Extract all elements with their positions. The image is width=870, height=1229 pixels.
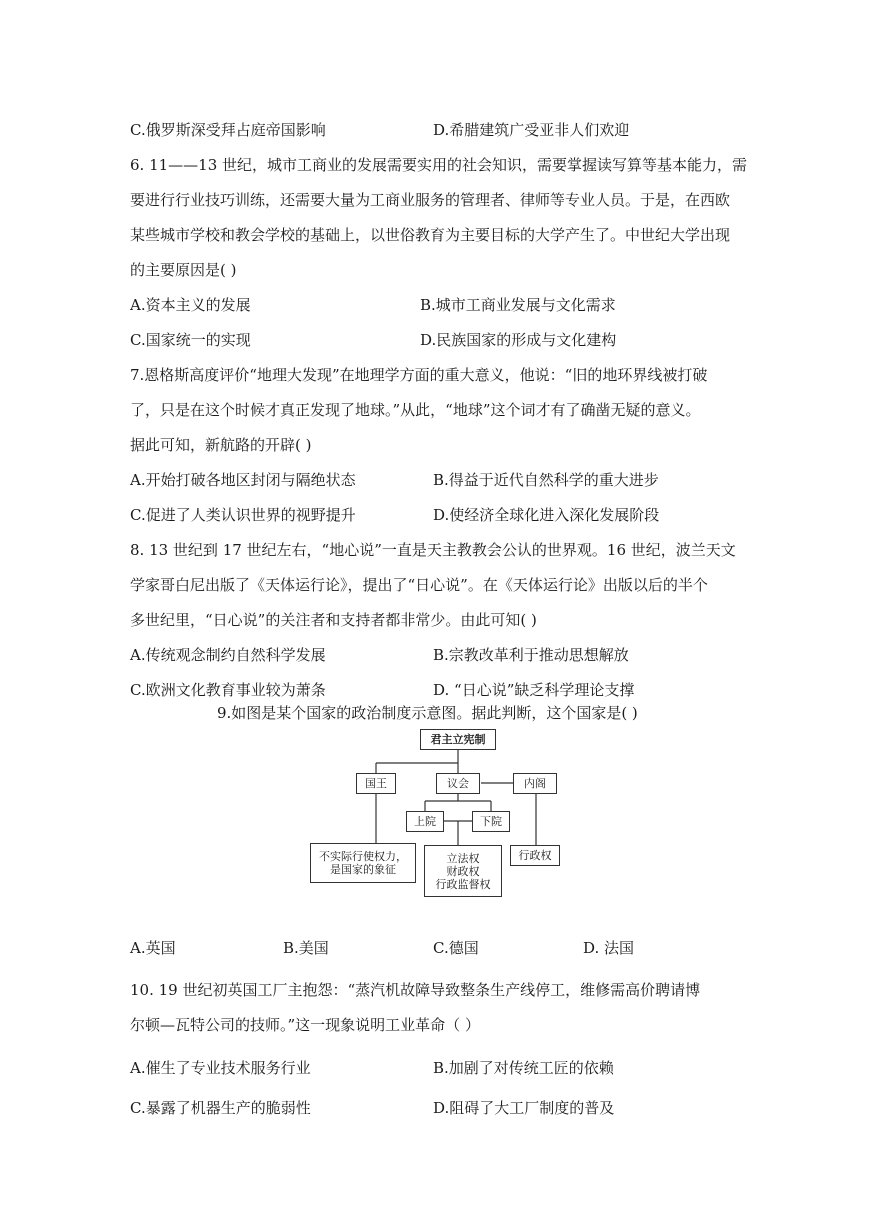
diagram-parliament-powers-box bbox=[424, 845, 502, 897]
q10-option-a: A.催生了专业技术服务行业 bbox=[130, 1059, 311, 1077]
q5-option-c: C.俄罗斯深受拜占庭帝国影响 bbox=[130, 121, 326, 139]
q10-stem-line: 尔顿—瓦特公司的技师。”这一现象说明工业革命（ ） bbox=[130, 1016, 480, 1034]
q8-stem-line: 8. 13 世纪到 17 世纪左右，“地心说”一直是天主教教会公认的世界观。16 世纪，波兰天文 bbox=[130, 541, 736, 559]
q9-stem: 9.如图是某个国家的政治制度示意图。据此判断，这个国家是( ) bbox=[217, 704, 638, 722]
q6-option-b: B.城市工商业发展与文化需求 bbox=[420, 296, 616, 314]
q8-option-c: C.欧洲文化教育事业较为萧条 bbox=[130, 681, 326, 699]
q8-option-d: D. “日心说”缺乏科学理论支撑 bbox=[433, 681, 635, 699]
diagram-king-role-line: 不实际行使权力， bbox=[319, 850, 407, 863]
q7-option-b: B.得益于近代自然科学的重大进步 bbox=[433, 471, 659, 489]
q6-option-c: C.国家统一的实现 bbox=[130, 331, 251, 349]
q7-option-d: D.使经济全球化进入深化发展阶段 bbox=[433, 506, 660, 524]
q6-stem-line: 要进行行业技巧训练，还需要大量为工商业服务的管理者、律师等专业人员。于是，在西欧 bbox=[130, 191, 731, 209]
q10-option-c: C.暴露了机器生产的脆弱性 bbox=[130, 1099, 311, 1117]
diagram-power-line: 行政监督权 bbox=[435, 877, 491, 891]
q9-option-d: D. 法国 bbox=[583, 939, 635, 957]
q9-option-c: C.德国 bbox=[433, 939, 479, 957]
diagram-king-box: 国王 bbox=[356, 773, 396, 794]
diagram-king-role-line: 是国家的象征 bbox=[330, 863, 396, 876]
q10-option-b: B.加剧了对传统工匠的依赖 bbox=[433, 1059, 614, 1077]
q7-stem-line: 7.恩格斯高度评价“地理大发现”在地理学方面的重大意义，他说：“旧的地环界线被打破 bbox=[130, 366, 708, 384]
q5-option-d: D.希腊建筑广受亚非人们欢迎 bbox=[433, 121, 630, 139]
q6-stem-line: 6. 11——13 世纪，城市工商业的发展需要实用的社会知识，需要掌握读写算等基本能力，需 bbox=[130, 156, 748, 174]
q7-stem-line: 据此可知，新航路的开辟( ) bbox=[130, 436, 312, 454]
diagram-power-line: 财政权 bbox=[446, 864, 480, 878]
diagram-root-box: 君主立宪制 bbox=[420, 729, 496, 750]
q6-option-d: D.民族国家的形成与文化建构 bbox=[420, 331, 617, 349]
q10-option-d: D.阻碍了大工厂制度的普及 bbox=[433, 1099, 615, 1117]
diagram-power-line: 立法权 bbox=[446, 851, 480, 865]
q8-option-a: A.传统观念制约自然科学发展 bbox=[130, 646, 326, 664]
q8-option-b: B.宗教改革利于推动思想解放 bbox=[433, 646, 629, 664]
diagram-lower-house-box: 下院 bbox=[472, 811, 510, 832]
diagram-parliament-box: 议会 bbox=[436, 773, 480, 794]
q9-option-b: B.美国 bbox=[283, 939, 329, 957]
diagram-king-role-box bbox=[310, 843, 416, 883]
diagram-upper-house-box: 上院 bbox=[406, 811, 444, 832]
q6-option-a: A.资本主义的发展 bbox=[130, 296, 251, 314]
q7-option-c: C.促进了人类认识世界的视野提升 bbox=[130, 506, 356, 524]
q7-option-a: A.开始打破各地区封闭与隔绝状态 bbox=[130, 471, 356, 489]
diagram-cabinet-role-box: 行政权 bbox=[510, 845, 560, 866]
q8-stem-line: 多世纪里，“日心说”的关注者和支持者都非常少。由此可知( ) bbox=[130, 611, 537, 629]
diagram-cabinet-box: 内阁 bbox=[513, 773, 557, 794]
q6-stem-line: 的主要原因是( ) bbox=[130, 261, 237, 279]
q7-stem-line: 了，只是在这个时候才真正发现了地球。”从此，“地球”这个词才有了确凿无疑的意义。 bbox=[130, 401, 701, 419]
q8-stem-line: 学家哥白尼出版了《天体运行论》，提出了“日心说”。在《天体运行论》出版以后的半个 bbox=[130, 576, 708, 594]
q10-stem-line: 10. 19 世纪初英国工厂主抱怨：“蒸汽机故障导致整条生产线停工，维修需高价聘请博 bbox=[130, 981, 701, 999]
q6-stem-line: 某些城市学校和教会学校的基础上，以世俗教育为主要目标的大学产生了。中世纪大学出现 bbox=[130, 226, 731, 244]
political-system-diagram bbox=[300, 725, 560, 900]
q9-option-a: A.英国 bbox=[130, 939, 176, 957]
